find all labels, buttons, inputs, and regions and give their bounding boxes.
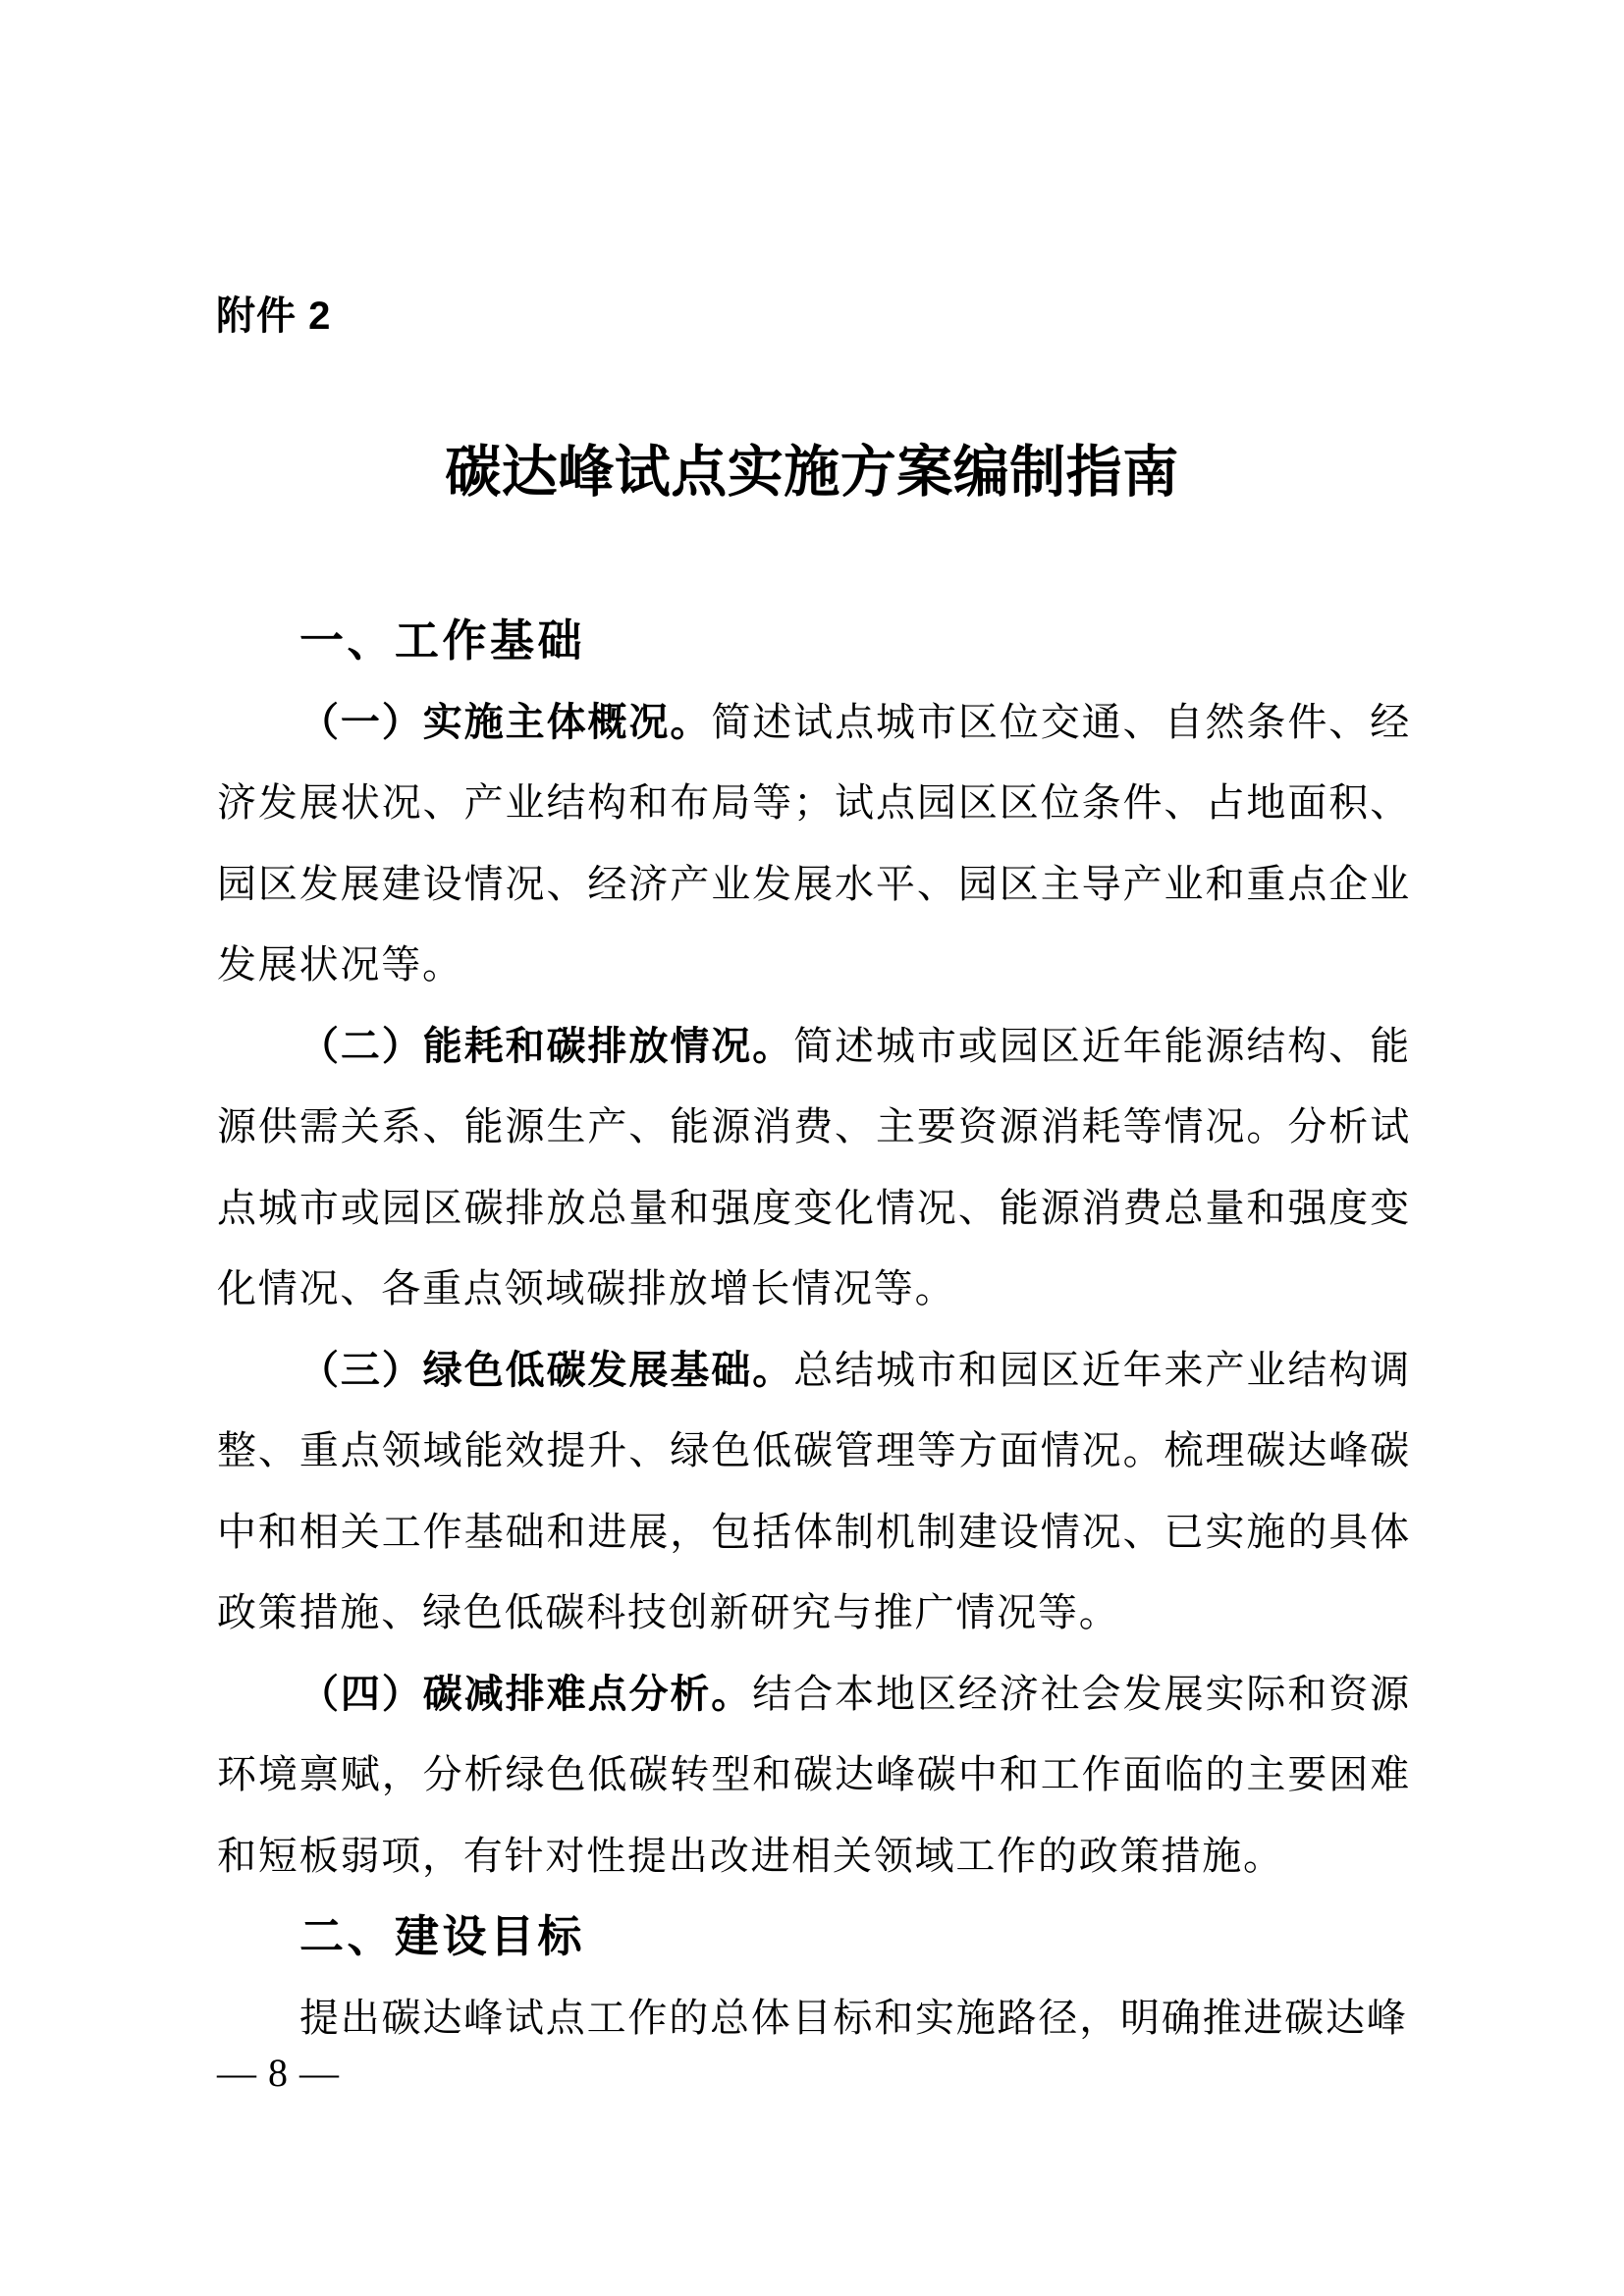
paragraph-implementation-subject: [217, 682, 1411, 1006]
section-heading-2: 二、建设目标: [299, 1911, 586, 1961]
paragraph-text: 结合本地区经济社会发展实际和资源环境禀赋，分析绿色低碳转型和碳达峰碳中和工作面临的主要困难和短板弱项，有针对性提出改进相关领域工作的政策措施。: [217, 1671, 1411, 1878]
paragraph-reduction-difficulty: [217, 1654, 1411, 1897]
attachment-label: 附件 2: [216, 294, 332, 338]
paragraph-green-lowcarbon-basis: [217, 1330, 1411, 1654]
document-body: [217, 601, 1411, 2058]
paragraph-goals-intro: [217, 1978, 1411, 2059]
paragraph-lead: （一）实施主体概况。: [299, 699, 712, 744]
paragraph-lead: （三）绿色低碳发展基础。: [299, 1347, 794, 1392]
paragraph-text: 总结城市和园区近年来产业结构调整、重点领域能效提升、绿色低碳管理等方面情况。梳理碳达峰碳中和相关工作基础和进展，包括体制机制建设情况、已实施的具体政策措施、绿色低碳科技创新研究与推广情况等。: [217, 1347, 1411, 1634]
section-work-basis: [217, 601, 1411, 1896]
document-title: 碳达峰试点实施方案编制指南: [445, 442, 1179, 504]
paragraph-text: 简述城市或园区近年能源结构、能源供需关系、能源生产、能源消费、主要资源消耗等情况。分析试点城市或园区碳排放总量和强度变化情况、能源消费总量和强度变化情况、各重点领域碳排放增长情况等。: [217, 1023, 1411, 1310]
paragraph-lead: （二）能耗和碳排放情况。: [299, 1023, 794, 1068]
paragraph-text: 提出碳达峰试点工作的总体目标和实施路径，明确推进碳达峰: [299, 1995, 1408, 2040]
page-number: — 8 —: [217, 2051, 340, 2095]
section-heading-1: 一、工作基础: [299, 615, 586, 666]
paragraph-energy-carbon: [217, 1006, 1411, 1330]
paragraph-lead: （四）碳减排难点分析。: [299, 1671, 753, 1716]
paragraph-text: 简述试点城市区位交通、自然条件、经济发展状况、产业结构和布局等；试点园区区位条件、占地面积、园区发展建设情况、经济产业发展水平、园区主导产业和重点企业发展状况等。: [217, 699, 1411, 987]
section-construction-goals: [217, 1896, 1411, 2058]
